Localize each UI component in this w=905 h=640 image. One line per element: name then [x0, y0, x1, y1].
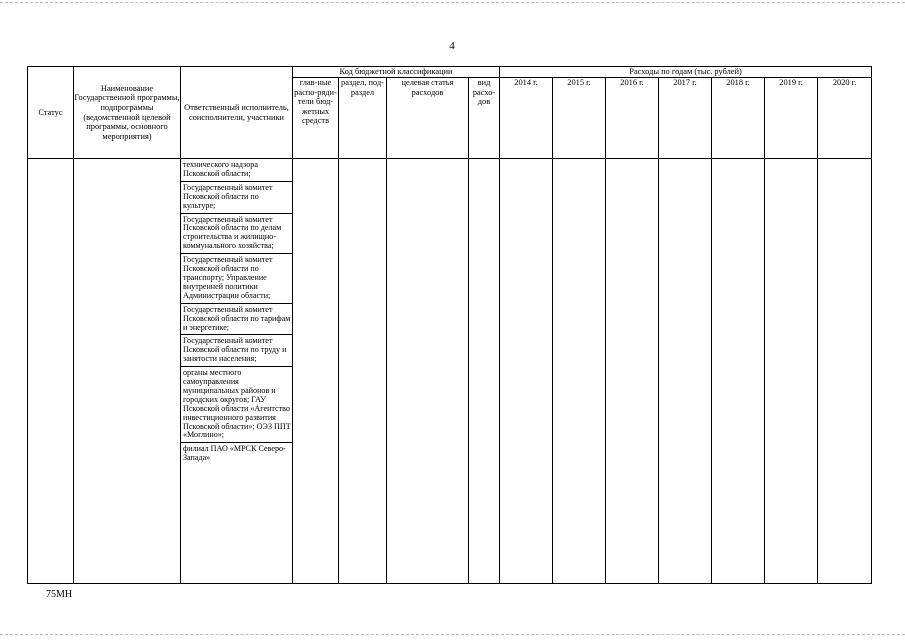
expense-cell: [553, 159, 606, 584]
page-number: 4: [449, 40, 455, 52]
year-header: 2020 г.: [818, 78, 872, 159]
expense-cell: [765, 159, 818, 584]
scan-bottom-edge: [0, 634, 905, 635]
expense-cell: [712, 159, 765, 584]
executor-item: Государственный комитет Псковской области по труду и занятости населения;: [181, 335, 292, 367]
budget-code-cell: [469, 159, 500, 584]
budget-code-cell: [339, 159, 387, 584]
header-row-top: [28, 67, 872, 78]
year-header: 2017 г.: [659, 78, 712, 159]
year-header: 2014 г.: [500, 78, 553, 159]
budget-code-cell: [293, 159, 339, 584]
program-name-cell: [74, 159, 181, 584]
budget-code-section: раздел, под-раздел: [339, 78, 387, 159]
expenses-group-header: Расходы по годам (тыс. рублей): [500, 67, 872, 78]
budget-code-target-item: целевая статья расходов: [387, 78, 469, 159]
program-name-header: Наименование Государственной программы, подпрограммы (ведомственной целевой программы, основного мероприятия): [74, 67, 181, 159]
status-header: Статус: [28, 67, 74, 159]
executor-item: Государственный комитет Псковской области по делам строительства и жилищно-коммунального хозяйства;: [181, 214, 292, 255]
budget-code-group-header: Код бюджетной классификации: [293, 67, 500, 78]
budget-code-cell: [387, 159, 469, 584]
status-cell: [28, 159, 74, 584]
executors-cell: [181, 159, 293, 584]
executor-item: филиал ПАО «МРСК Северо-Запада»: [183, 444, 286, 463]
year-header: 2018 г.: [712, 78, 765, 159]
expense-cell: [500, 159, 553, 584]
executor-item: технического надзора Псковской области;: [181, 159, 292, 182]
budget-code-main-managers: глав-ные распо-ряди-тели бюд-жетных средств: [293, 78, 339, 159]
year-header: 2016 г.: [606, 78, 659, 159]
expense-cell: [818, 159, 872, 584]
executor-item: Государственный комитет Псковской области по тарифам и энергетике;: [181, 304, 292, 336]
executor-item: органы местного самоуправления муниципальных районов и городских округов; ГАУ Псковской области «Агентство инвестиционного развития Псковской области»; ОЭЗ ППТ «Моглино»;: [181, 367, 292, 443]
budget-table-frame: [27, 66, 866, 583]
expense-cell: [606, 159, 659, 584]
expense-cell: [659, 159, 712, 584]
scan-top-edge: [0, 2, 905, 3]
executor-item: Государственный комитет Псковской области по культуре;: [181, 182, 292, 214]
year-header: 2015 г.: [553, 78, 606, 159]
document-code: 75МН: [46, 589, 73, 600]
year-header: 2019 г.: [765, 78, 818, 159]
budget-code-expense-type: вид расхо-дов: [469, 78, 500, 159]
budget-table: [27, 66, 872, 584]
responsible-header: Ответственный исполнитель, соисполнители, участники: [181, 67, 293, 159]
body-row: [28, 159, 872, 584]
executor-item: Государственный комитет Псковской области по транспорту; Управление внутренней политики Администрации области;: [181, 254, 292, 304]
